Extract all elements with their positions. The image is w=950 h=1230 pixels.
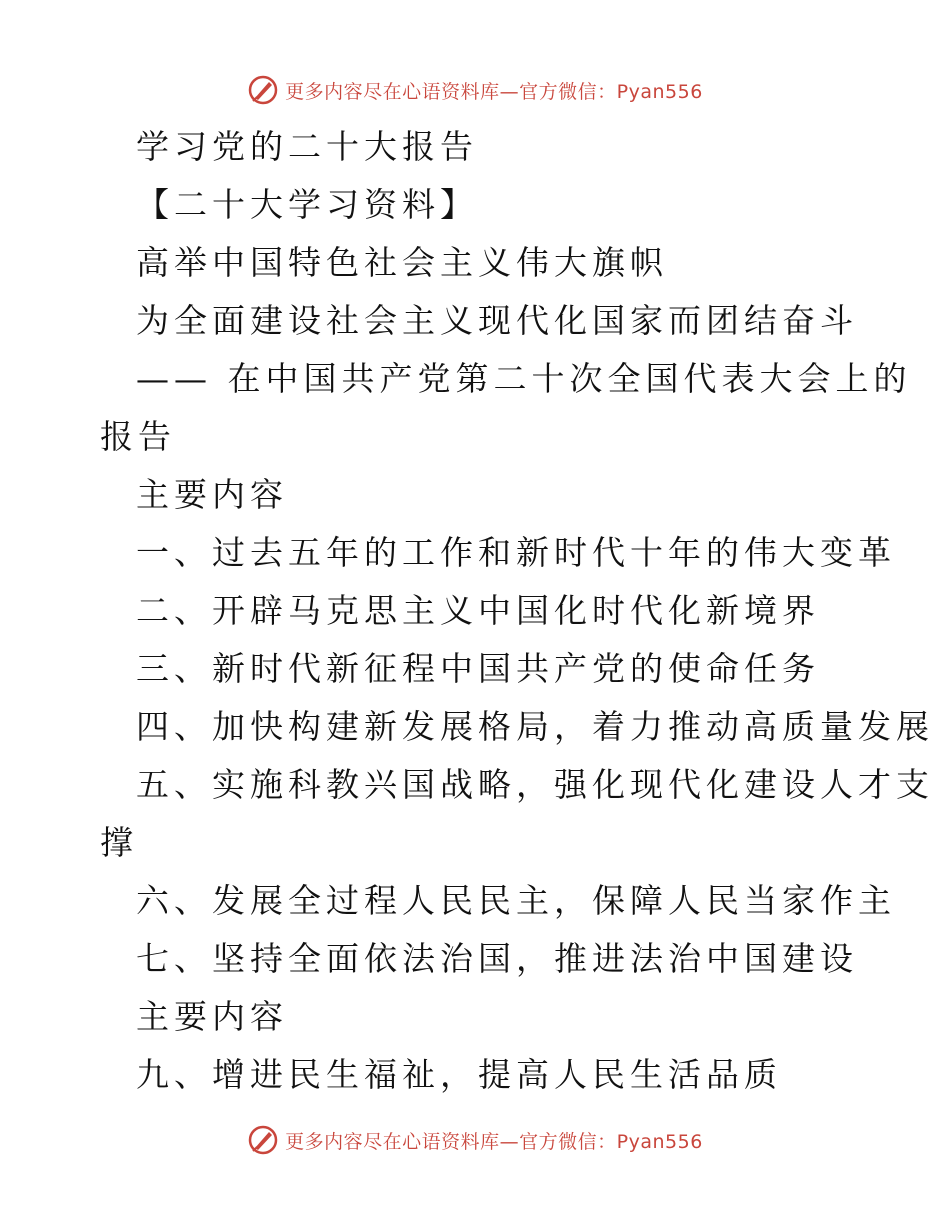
list-item: 三、新时代新征程中国共产党的使命任务 (136, 649, 820, 688)
page-footer-watermark (0, 1120, 950, 1160)
doc-subtitle: —— 在中国共产党第二十次全国代表大会上的 (136, 359, 912, 398)
section-label: 主要内容 (136, 475, 288, 514)
list-item: 五、实施科教兴国战略，强化现代化建设人才支 (136, 765, 934, 804)
list-item: 九、增进民生福祉，提高人民生活品质 (136, 1055, 782, 1094)
doc-heading-1: 高举中国特色社会主义伟大旗帜 (136, 243, 668, 282)
quill-logo-icon (247, 1124, 279, 1156)
list-item: 一、过去五年的工作和新时代十年的伟大变革 (136, 533, 896, 572)
quill-logo-icon (247, 74, 279, 106)
section-label: 主要内容 (136, 997, 288, 1036)
list-item: 四、加快构建新发展格局，着力推动高质量发展 (136, 707, 934, 746)
document-body (100, 118, 934, 1104)
list-item-cont: 撑 (100, 823, 138, 862)
doc-tag: 【二十大学习资料】 (136, 185, 478, 224)
doc-subtitle-cont: 报告 (100, 417, 176, 456)
list-item: 二、开辟马克思主义中国化时代化新境界 (136, 591, 820, 630)
doc-heading-2: 为全面建设社会主义现代化国家而团结奋斗 (136, 301, 858, 340)
watermark-text: 更多内容尽在心语资料库—官方微信：Pyan556 (285, 80, 703, 103)
watermark-text: 更多内容尽在心语资料库—官方微信：Pyan556 (285, 1130, 703, 1153)
doc-title: 学习党的二十大报告 (136, 127, 478, 166)
page-header-watermark (0, 70, 950, 110)
list-item: 七、坚持全面依法治国，推进法治中国建设 (136, 939, 858, 978)
list-item: 六、发展全过程人民民主，保障人民当家作主 (136, 881, 896, 920)
